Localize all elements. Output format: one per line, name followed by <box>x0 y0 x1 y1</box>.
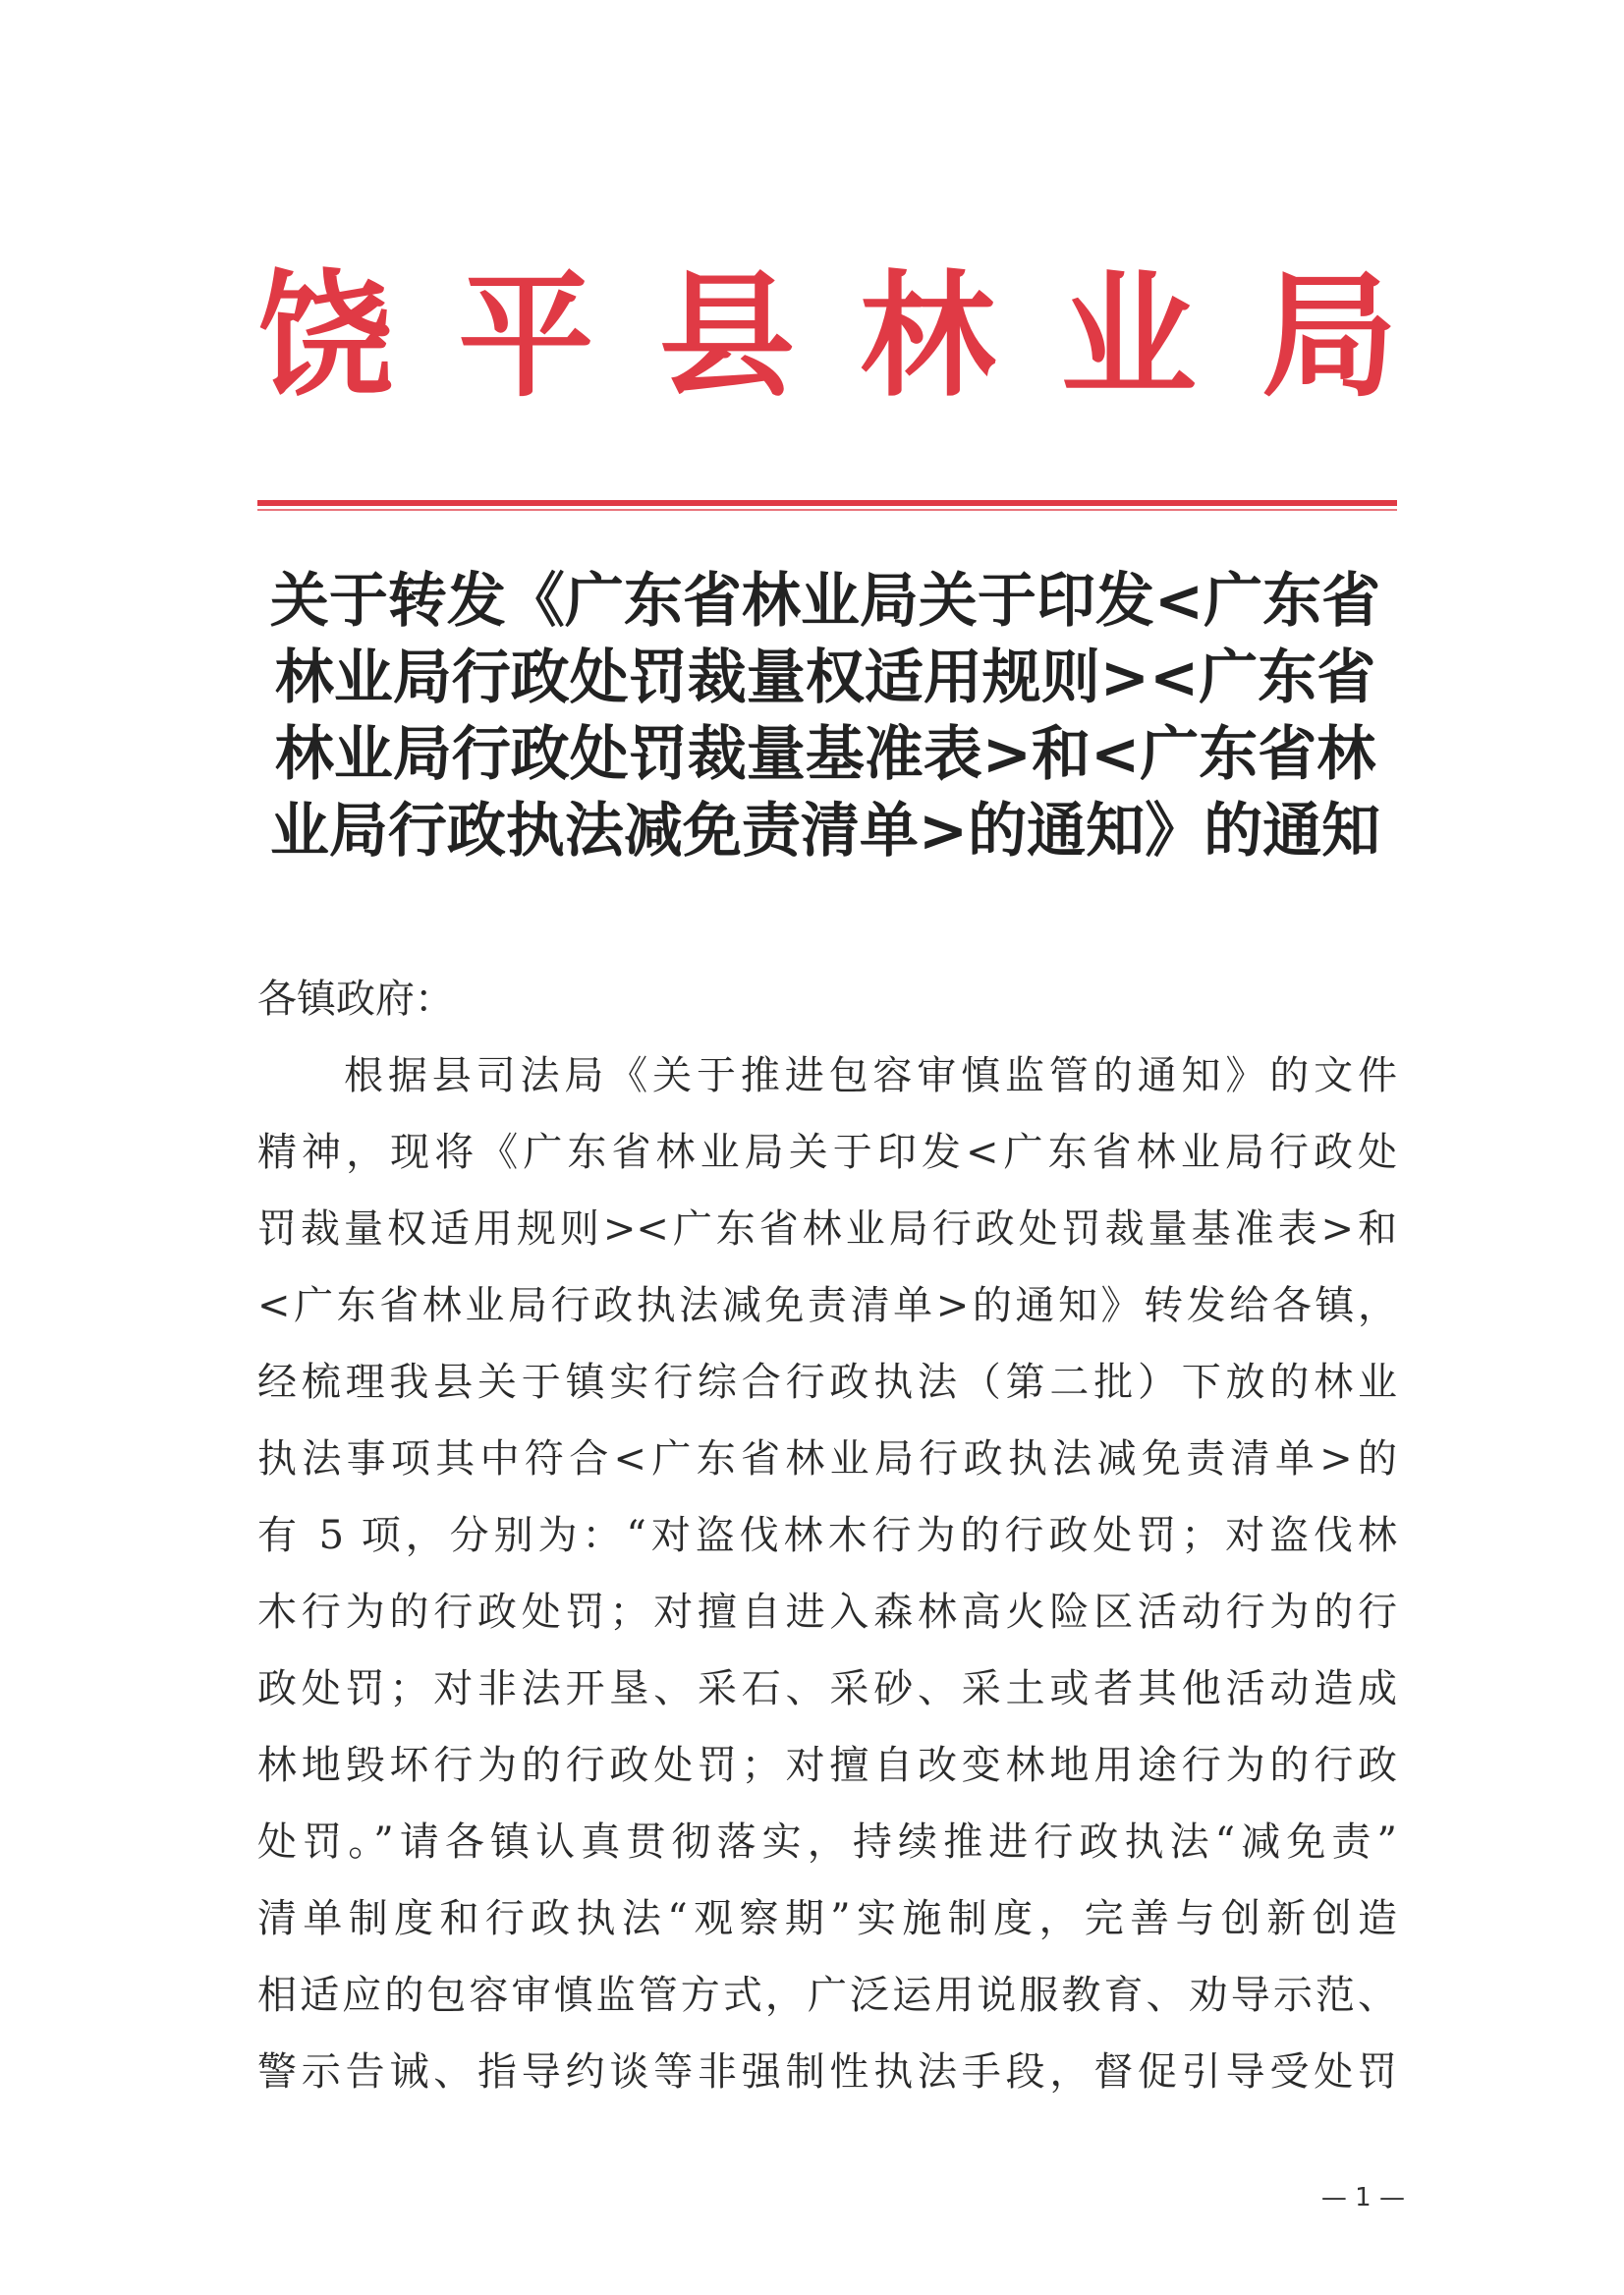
title-line: 关于转发《广东省林业局关于印发<广东省 <box>269 567 1381 636</box>
body-line: 有 5 项，分别为：“对盗伐林木行为的行政处罚；对盗伐林 <box>257 1513 1397 1558</box>
body-line: 清单制度和行政执法“观察期”实施制度，完善与创新创造 <box>257 1896 1397 1941</box>
document-title <box>236 563 1415 869</box>
body-line: 相适应的包容审慎监管方式，广泛运用说服教育、劝导示范、 <box>257 1973 1397 2018</box>
body-line: 执法事项其中符合<广东省林业局行政执法减免责清单>的 <box>257 1436 1397 1482</box>
body-line: 处罚。”请各镇认真贯彻落实，持续推进行政执法“减免责” <box>257 1819 1397 1865</box>
letterhead-char: 饶 <box>257 257 394 416</box>
body-line: 警示告诫、指导约谈等非强制性执法手段，督促引导受处罚 <box>257 2049 1397 2095</box>
document-body <box>257 961 1397 2110</box>
agency-letterhead <box>257 257 1397 416</box>
letterhead-char: 林 <box>860 257 996 416</box>
body-line: 罚裁量权适用规则><广东省林业局行政处罚裁量基准表>和 <box>257 1206 1397 1252</box>
title-line: 林业局行政处罚裁量权适用规则><广东省 <box>274 644 1376 712</box>
body-line: 精神，现将《广东省林业局关于印发<广东省林业局行政处 <box>257 1130 1397 1175</box>
letterhead-char: 业 <box>1060 257 1197 416</box>
salutation: 各镇政府： <box>257 977 454 1022</box>
body-line: 木行为的行政处罚；对擅自进入森林高火险区活动行为的行 <box>257 1590 1397 1635</box>
letterhead-char: 平 <box>458 257 594 416</box>
body-line: 根据县司法局《关于推进包容审慎监管的通知》的文件 <box>344 1053 1397 1098</box>
body-line: 政处罚；对非法开垦、采石、采砂、采土或者其他活动造成 <box>257 1666 1397 1711</box>
body-line: <广东省林业局行政执法减免责清单>的通知》转发给各镇， <box>257 1283 1397 1328</box>
body-line: 林地毁坏行为的行政处罚；对擅自改变林地用途行为的行政 <box>257 1743 1397 1788</box>
letterhead-char: 县 <box>658 257 795 416</box>
title-line: 林业局行政处罚裁量基准表>和<广东省林 <box>274 720 1376 789</box>
letterhead-char: 局 <box>1260 257 1397 416</box>
page-number: — 1 — <box>1320 2183 1405 2212</box>
title-line: 业局行政执法减免责清单>的通知》的通知 <box>269 797 1381 866</box>
letterhead-divider <box>257 500 1397 506</box>
body-line: 经梳理我县关于镇实行综合行政执法（第二批）下放的林业 <box>257 1360 1397 1405</box>
letterhead-divider-thin <box>257 509 1397 511</box>
